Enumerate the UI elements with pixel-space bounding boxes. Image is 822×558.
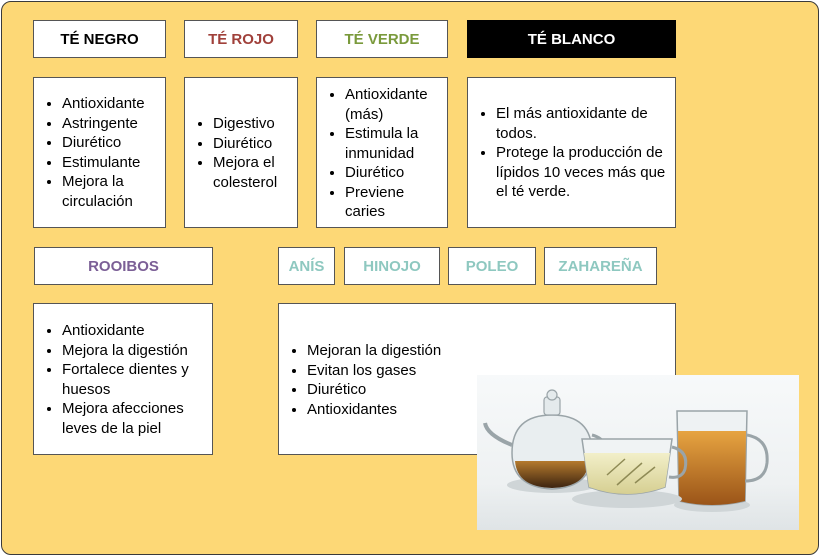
te-negro-title: TÉ NEGRO xyxy=(60,30,139,48)
list-item: • Diurético xyxy=(213,134,297,154)
hinojo-title: HINOJO xyxy=(363,257,421,275)
list-item: • Mejora la circulación xyxy=(62,172,165,211)
list-item: • Mejora el colesterol xyxy=(213,153,297,192)
te-blanco-list xyxy=(468,104,675,202)
te-rojo-header xyxy=(184,20,298,58)
rooibos-list xyxy=(34,321,212,438)
zaharena-header xyxy=(544,247,657,285)
list-item: • Digestivo xyxy=(213,114,297,134)
list-item: • Antioxidante (más) xyxy=(345,85,447,124)
list-item: • El más antioxidante de todos. xyxy=(496,104,675,143)
zaharena-title: ZAHAREÑA xyxy=(558,257,643,275)
list-item: • Mejoran la digestión xyxy=(307,341,675,361)
te-negro-box xyxy=(33,77,166,228)
tea-glassware-icon xyxy=(477,375,799,530)
list-item: • Estimulante xyxy=(62,153,165,173)
te-blanco-header xyxy=(467,20,676,58)
list-item: • Antioxidante xyxy=(62,94,165,114)
list-item: • Evitan los gases xyxy=(307,361,675,381)
list-item: • Estimula la inmunidad xyxy=(345,124,447,163)
tea-glassware-photo xyxy=(477,375,799,530)
poleo-title: POLEO xyxy=(465,257,519,275)
list-item: • Previene caries xyxy=(345,183,447,222)
rooibos-title: ROOIBOS xyxy=(88,257,159,275)
te-rojo-title: TÉ ROJO xyxy=(208,30,274,48)
te-rojo-list xyxy=(185,114,297,192)
te-verde-box xyxy=(316,77,448,228)
list-item: • Diurético xyxy=(345,163,447,183)
list-item: • Antioxidante xyxy=(62,321,212,341)
anis-header xyxy=(278,247,335,285)
rooibos-header xyxy=(34,247,213,285)
te-verde-list xyxy=(317,85,447,222)
te-negro-list xyxy=(34,94,165,211)
list-item: • Astringente xyxy=(62,114,165,134)
te-blanco-title: TÉ BLANCO xyxy=(527,30,616,48)
rooibos-box xyxy=(33,303,213,455)
list-item: • Diurético xyxy=(62,133,165,153)
te-rojo-box xyxy=(184,77,298,228)
list-item: • Diurético xyxy=(307,380,675,400)
poleo-header xyxy=(448,247,536,285)
list-item: • Mejora afecciones leves de la piel xyxy=(62,399,212,438)
list-item: • Antioxidantes xyxy=(307,400,675,420)
te-verde-header xyxy=(316,20,448,58)
hinojo-header xyxy=(344,247,440,285)
list-item: • Mejora la digestión xyxy=(62,341,212,361)
list-item: • Protege la producción de lípidos 10 veces más que el té verde. xyxy=(496,143,675,202)
list-item: • Fortalece dientes y huesos xyxy=(62,360,212,399)
te-negro-header xyxy=(33,20,166,58)
anis-title: ANÍS xyxy=(288,257,325,275)
te-verde-title: TÉ VERDE xyxy=(344,30,420,48)
te-blanco-box xyxy=(467,77,676,228)
